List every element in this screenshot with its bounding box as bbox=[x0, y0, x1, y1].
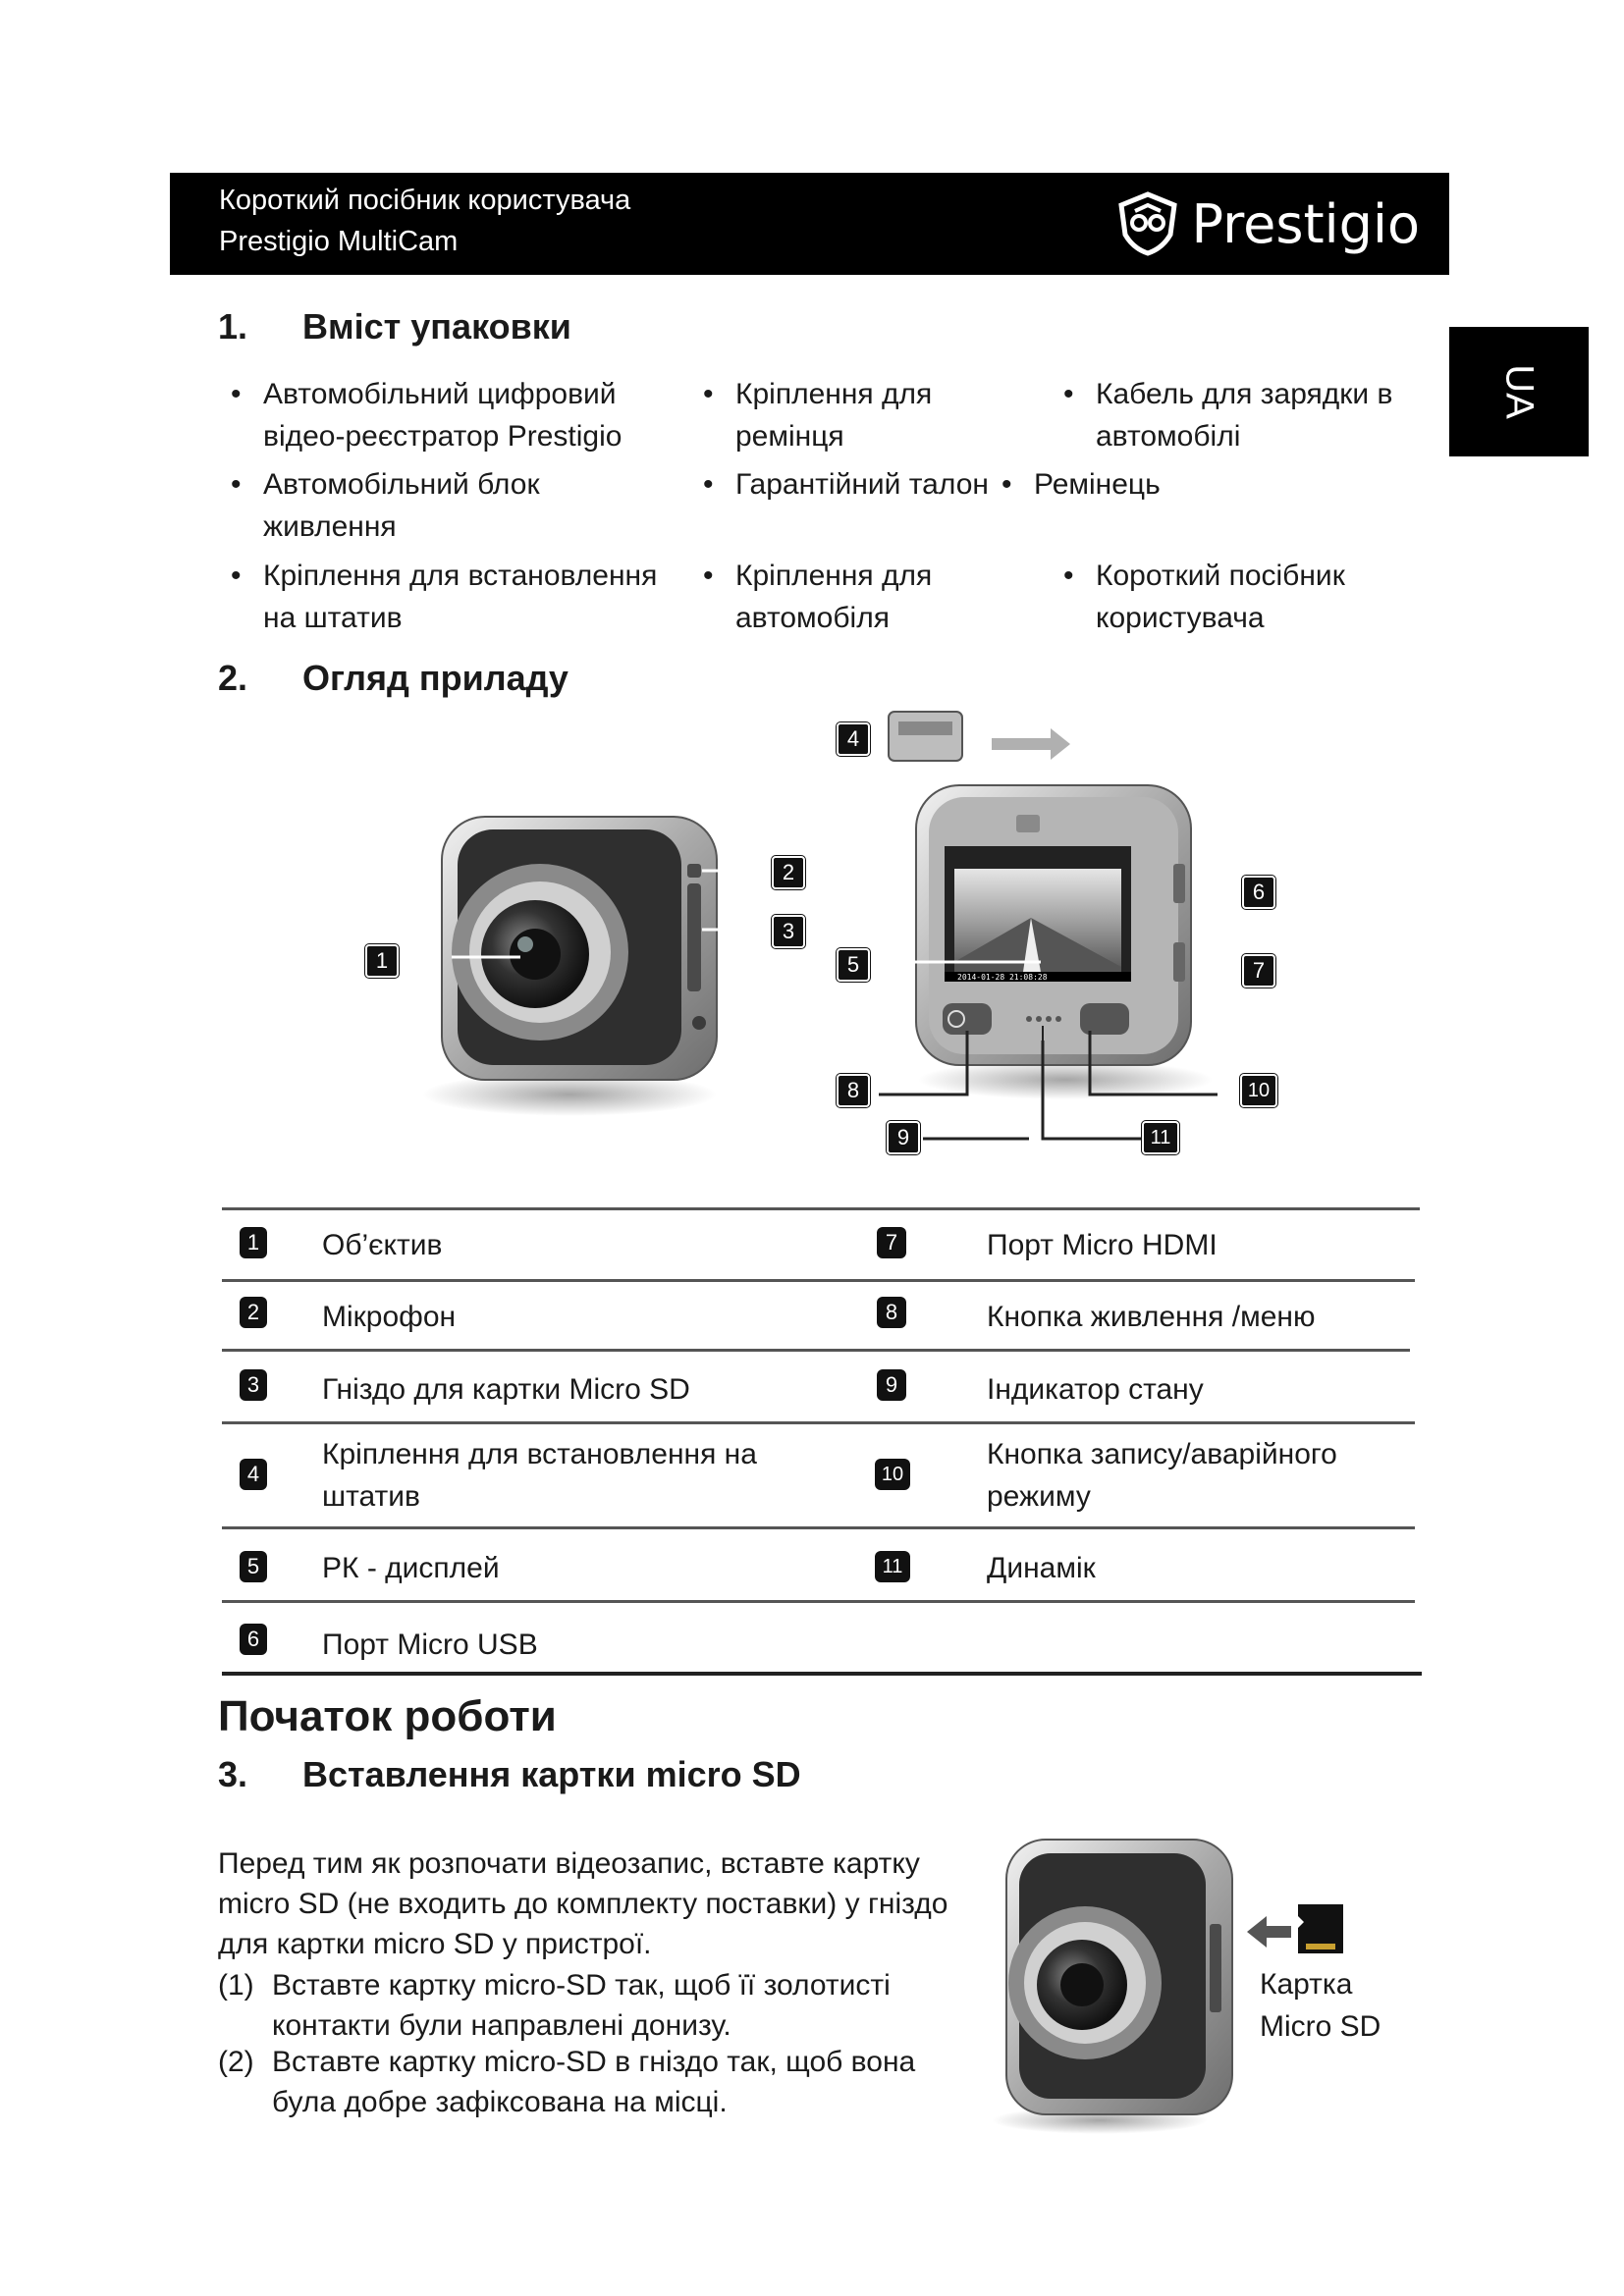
step-item bbox=[218, 2042, 945, 2122]
part-number: 3 bbox=[240, 1369, 267, 1401]
list-item bbox=[231, 555, 673, 639]
list-item bbox=[1063, 555, 1387, 639]
table-rule bbox=[222, 1279, 1415, 1282]
list-item-text: Кріплення для встановлення на штатив bbox=[263, 560, 658, 634]
bullet: • bbox=[1001, 468, 1012, 501]
list-item bbox=[703, 555, 948, 639]
list-item-text: Кріплення для автомобіля bbox=[735, 560, 933, 634]
section-number: 2. bbox=[218, 658, 248, 698]
table-rule bbox=[222, 1207, 1420, 1210]
list-item bbox=[231, 463, 663, 548]
list-item-text: Короткий посібник користувача bbox=[1096, 560, 1345, 634]
part-name: Гніздо для картки Micro SD bbox=[322, 1373, 690, 1406]
bullet: • bbox=[231, 378, 242, 410]
part-name: Кнопка живлення /меню bbox=[987, 1301, 1316, 1333]
getting-started-title: Початок роботи bbox=[218, 1692, 557, 1740]
part-number: 7 bbox=[877, 1227, 906, 1258]
step-number: (1) bbox=[218, 1969, 254, 2002]
part-number: 9 bbox=[877, 1369, 906, 1401]
part-number: 4 bbox=[240, 1459, 267, 1490]
part-number: 10 bbox=[875, 1459, 910, 1490]
step-text: Вставте картку micro-SD так, щоб її золотисті контакти були направлені донизу. bbox=[272, 1969, 891, 2042]
tripod-mount bbox=[889, 712, 1070, 761]
list-item-text: Гарантійний талон bbox=[735, 468, 989, 501]
logo-text: Prestigio bbox=[1191, 192, 1420, 255]
table-rule bbox=[222, 1349, 1410, 1352]
part-name: РК - дисплей bbox=[322, 1552, 500, 1584]
table-rule bbox=[222, 1600, 1415, 1603]
part-name: Кнопка запису/аварійного режиму bbox=[987, 1438, 1337, 1513]
camera-back-view bbox=[872, 785, 1218, 1139]
section-number: 1. bbox=[218, 306, 248, 347]
part-number: 1 bbox=[240, 1227, 267, 1258]
bullet: • bbox=[1063, 560, 1074, 592]
callout-9: 9 bbox=[887, 1121, 920, 1154]
callout-5: 5 bbox=[837, 948, 870, 982]
intro-paragraph bbox=[218, 1843, 984, 1964]
section-title: Вставлення картки micro SD bbox=[302, 1754, 801, 1794]
header-title: Короткий посібник користувача bbox=[219, 185, 631, 216]
bullet: • bbox=[703, 468, 714, 501]
callout-1: 1 bbox=[365, 944, 399, 978]
part-number: 2 bbox=[240, 1297, 267, 1328]
bullet: • bbox=[703, 560, 714, 592]
brand-logo bbox=[1115, 188, 1420, 259]
callout-4: 4 bbox=[837, 722, 870, 756]
list-item-text: Кріплення для ремінця bbox=[735, 378, 933, 453]
part-name: Індикатор стану bbox=[987, 1373, 1204, 1406]
list-item-text: Автомобільний блок живлення bbox=[263, 468, 540, 543]
table-rule bbox=[222, 1672, 1422, 1676]
list-item bbox=[1063, 373, 1427, 457]
list-item bbox=[703, 373, 948, 457]
table-rule bbox=[222, 1526, 1415, 1529]
callout-3: 3 bbox=[772, 915, 805, 948]
page-header bbox=[170, 173, 1449, 275]
bullet: • bbox=[1063, 378, 1074, 410]
part-name: Порт Micro HDMI bbox=[987, 1229, 1218, 1261]
step-number: (2) bbox=[218, 2046, 254, 2078]
section-title: Огляд приладу bbox=[302, 658, 568, 698]
camera-front-view bbox=[422, 817, 776, 1116]
part-name: Об’єктив bbox=[322, 1229, 443, 1261]
part-name: Порт Micro USB bbox=[322, 1629, 538, 1661]
header-subtitle: Prestigio MultiCam bbox=[219, 226, 459, 257]
callout-11: 11 bbox=[1142, 1121, 1179, 1154]
callout-2: 2 bbox=[772, 856, 805, 889]
callout-8: 8 bbox=[837, 1074, 870, 1107]
sd-card-label: Картка Micro SD bbox=[1260, 1968, 1381, 2043]
part-name: Мікрофон bbox=[322, 1301, 457, 1333]
intro-text: Перед тим як розпочати відеозапис, вставте картку micro SD (не входить до комплекту поставки) у гніздо для картки micro SD у пристрої. bbox=[218, 1847, 948, 1960]
callout-6: 6 bbox=[1242, 876, 1275, 909]
screen-timestamp: 2014-01-28 21:08:28 bbox=[957, 973, 1048, 982]
list-item bbox=[703, 463, 1027, 506]
section-title: Вміст упаковки bbox=[302, 306, 571, 347]
list-item bbox=[231, 373, 663, 457]
bullet: • bbox=[231, 560, 242, 592]
prestigio-crest-icon bbox=[1115, 191, 1180, 256]
list-item bbox=[1001, 463, 1296, 506]
callout-10: 10 bbox=[1240, 1074, 1277, 1107]
part-number: 8 bbox=[877, 1297, 906, 1328]
insert-arrow-icon bbox=[1247, 1916, 1291, 1948]
micro-sd-card-icon bbox=[1298, 1904, 1343, 1953]
bullet: • bbox=[703, 378, 714, 410]
list-item-text: Ремінець bbox=[1034, 468, 1161, 501]
list-item-text: Автомобільний цифровий відео-реєстратор Prestigio bbox=[263, 378, 623, 453]
section-number: 3. bbox=[218, 1754, 248, 1794]
language-tab bbox=[1449, 327, 1589, 456]
part-number: 11 bbox=[875, 1551, 910, 1582]
part-number: 6 bbox=[240, 1624, 267, 1655]
part-number: 5 bbox=[240, 1551, 267, 1582]
language-code: UA bbox=[1497, 364, 1542, 419]
list-item-text: Кабель для зарядки в автомобілі bbox=[1096, 378, 1393, 453]
bullet: • bbox=[231, 468, 242, 501]
table-rule bbox=[222, 1421, 1415, 1424]
part-name: Динамік bbox=[987, 1552, 1096, 1584]
part-name: Кріплення для встановлення на штатив bbox=[322, 1438, 757, 1513]
device-diagram bbox=[0, 687, 1624, 1178]
callout-7: 7 bbox=[1242, 954, 1275, 988]
step-item bbox=[218, 1965, 945, 2046]
step-text: Вставте картку micro-SD в гніздо так, щоб вона була добре зафіксована на місці. bbox=[272, 2046, 916, 2118]
